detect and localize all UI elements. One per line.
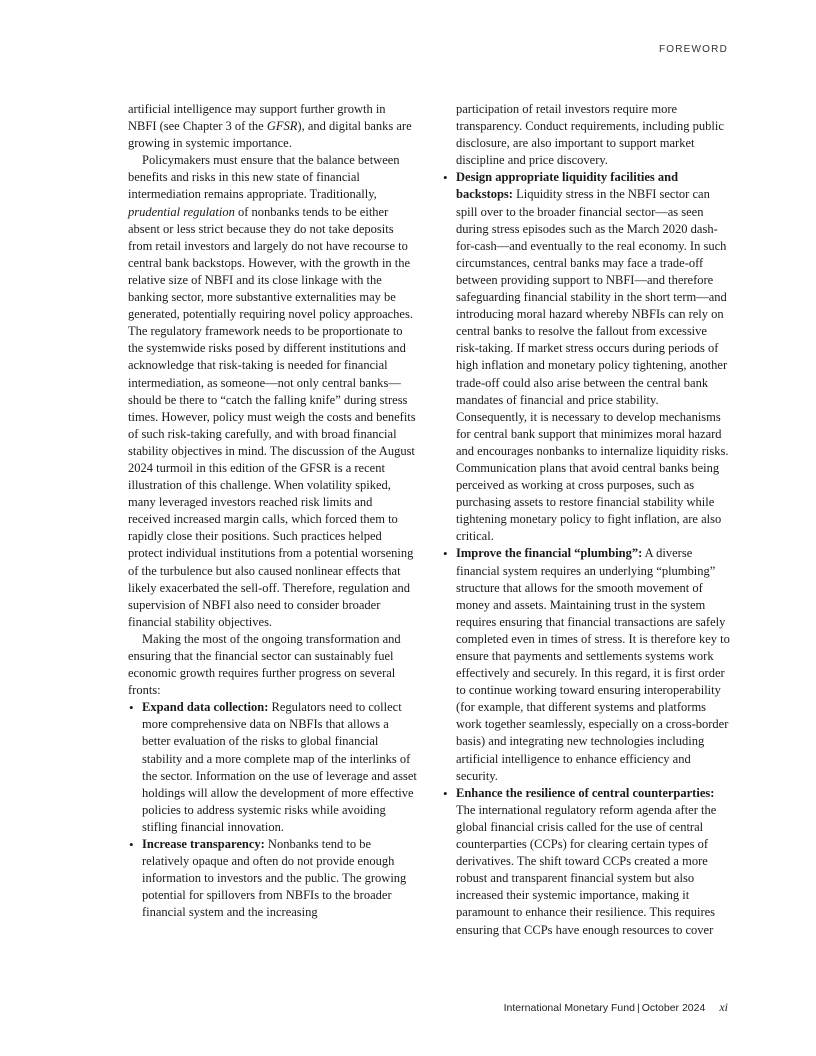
list-item: • Expand data collection: Regulators need to collect more comprehensive data on NBFIs that allows a better evaluation of the risks to global financial stability and a more complete map of the interlinks of the sector. Information on the use of leverage and asset holdings will allow the development of more effective policies to address systemic risks while avoiding stifling financial innovation. bbox=[128, 699, 417, 836]
footer-publisher: International Monetary Fund bbox=[503, 1002, 635, 1014]
paragraph-fronts: Making the most of the ongoing transformation and ensuring that the financial sector can sustainably fuel economic growth requires further progress on several fronts: bbox=[128, 631, 401, 698]
list-item: • Design appropriate liquidity facilities and backstops: Liquidity stress in the NBFI sector can spill over to the broader financial sector—as seen during stress episodes such as the March 2020 dash-for-cash—and eventually to the real economy. In such circumstances, central banks may face a trade-off between providing support to NBFI—and therefore safeguarding financial stability in the short term—and introducing moral hazard whereby NBFIs can rely on central banks to resolve the fallout from excessive risk-taking. If market stress occurs during periods of high inflation and monetary policy tightening, another trade-off could also arise between the central bank mandates of financial and price stability. Consequently, it is necessary to develop mechanisms for central bank support that minimizes moral hazard and encourages nonbanks to internalize liquidity risks. Communication plans that avoid central banks being perceived as working at cross purposes, such as purchasing assets to restore financial stability while tightening monetary policy to fight inflation, are also critical. bbox=[442, 169, 731, 545]
list-item: • Improve the financial “plumbing”: A diverse financial system requires an underlying “plumbing” structure that allows for the smooth movement of money and assets. Maintaining trust in the system requires ensuring that financial transactions are safely completed even in times of stress. It is therefore key to ensure that payments and settlements systems work effectively and securely. In this regard, it is first order to continue working toward ensuring interoperability (for example, that different systems and platforms work together seamlessly, especially on a cross-border basis) and integrating new technologies including artificial intelligence to enhance efficiency and security. bbox=[442, 545, 731, 784]
page-footer bbox=[504, 1000, 728, 1015]
bullet-list-left bbox=[128, 699, 417, 921]
running-header: FOREWORD bbox=[658, 44, 728, 55]
footer-separator: | bbox=[636, 1002, 640, 1014]
gfsr-title: GFSR bbox=[266, 119, 298, 134]
footer-date: October 2024 bbox=[641, 1002, 706, 1014]
paragraph-ai-growth: artificial intelligence may support further growth in NBFI (see Chapter 3 of the GFSR), and digital banks are growing in systemic importance. bbox=[128, 102, 412, 151]
paragraph-policymakers: Policymakers must ensure that the balance between benefits and risks in this new state of financial intermediation remains appropriate. Traditionally, prudential regulation of nonbanks tends to be either absent or less strict because they do not take deposits from retail investors and largely do not have recourse to central bank backstops. However, with the growth in the relative size of NBFI and its close linkage with the banking sector, more substantive externalities may be generated, potentially requiring novel policy approaches. The regulatory framework needs to be proportionate to the systemwide risks posed by different institutions and acknowledge that risk-taking is needed for financial intermediation, as someone—not only central banks—should be there to “catch the falling knife” during stress times. However, policy must weigh the costs and benefits of such risk-taking carefully, and with broad financial stability objectives in mind. The discussion of the August 2024 turmoil in this edition of the GFSR is a recent illustration of this challenge. When volatility spiked, many leveraged investors reached risk limits and received increased margin calls, which forced them to rapidly close their positions. Such practices helped protect individual institutions from a potential worsening of the turbulence but also caused nonlinear effects that likely exacerbated the sell-off. Therefore, regulation and supervision of NBFI also need to consider broader financial stability objectives. bbox=[128, 153, 416, 629]
bullet-continuation: participation of retail investors require more transparency. Conduct requirements, including public disclosure, are also important to support market discipline and price discovery. bbox=[456, 102, 724, 168]
bullet-list-right bbox=[442, 169, 731, 938]
bullet-title: Enhance the resilience of central counterparties: bbox=[456, 785, 715, 800]
left-column bbox=[128, 101, 417, 922]
bullet-title: Increase transparency: bbox=[142, 837, 265, 852]
list-item: • Enhance the resilience of central counterparties: The international regulatory reform agenda after the global financial crisis called for the use of central counterparties (CCPs) for clearing certain types of derivatives. The shift toward CCPs created a more robust and transparent financial system but also increased their systemic importance, making it paramount to enhance their resilience. This requires ensuring that CCPs have enough resources to cover bbox=[442, 785, 731, 939]
right-column bbox=[442, 101, 731, 939]
page-number: xi bbox=[719, 1000, 728, 1014]
bullet-title: Expand data collection: bbox=[142, 700, 269, 715]
list-item: • Increase transparency: Nonbanks tend to be relatively opaque and often do not provide enough information to investors and the public. The growing potential for spillovers from NBFIs to the broader financial system and the increasing bbox=[128, 836, 417, 921]
prudential-regulation-term: prudential regulation bbox=[128, 204, 235, 219]
bullet-title: Improve the financial “plumbing”: bbox=[456, 546, 643, 561]
bullet-title: Design appropriate liquidity facilities and backstops: bbox=[456, 170, 679, 202]
